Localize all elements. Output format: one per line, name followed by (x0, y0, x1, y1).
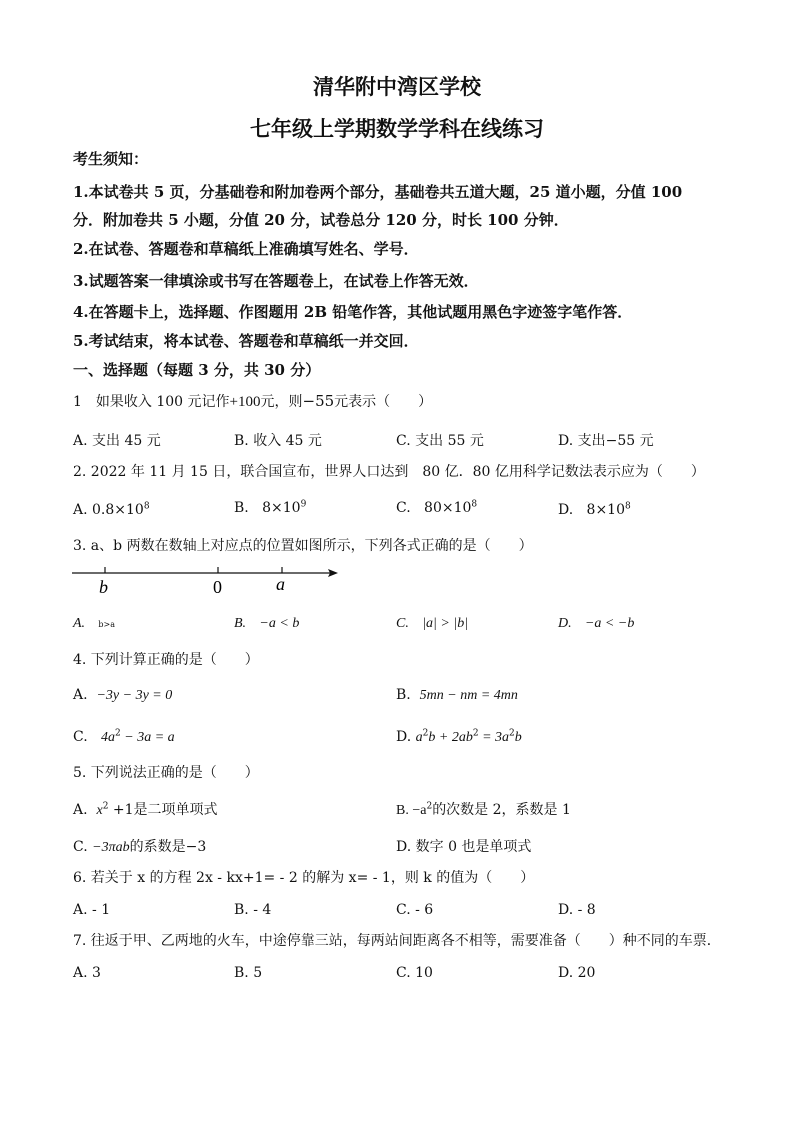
q3-stem: 3. a、b 两数在数轴上对应点的位置如图所示，下列各式正确的是（ ） (73, 538, 533, 554)
q1-option-a: A. 支出 45 元 (73, 433, 161, 449)
school-title: 清华附中湾区学校 (313, 74, 481, 99)
q6-option-b: B. - 4 (234, 902, 272, 918)
q3-option-a: A. b>a (73, 616, 116, 631)
q2-stem: 2. 2022 年 11 月 15 日，联合国宣布，世界人口达到 80 亿．80 亿用科学记数法表示应为（ ） (73, 464, 705, 480)
q6-option-d: D. - 8 (558, 902, 596, 918)
notice-heading: 考生须知： (73, 150, 149, 168)
q6-stem: 6. 若关于 x 的方程 2x - kx+1= - 2 的解为 x= - 1，则 k 的值为（ ） (73, 870, 535, 886)
q1-option-c: C. 支出 55 元 (396, 433, 484, 449)
notice-line-1b: 分．附加卷共 5 小题，分值 20 分，试卷总分 120 分，时长 100 分钟． (73, 211, 569, 229)
label-a: a (276, 574, 285, 594)
number-line-figure (66, 560, 346, 602)
q4-stem: 4. 下列计算正确的是（ ） (73, 652, 259, 668)
q3-option-c: C. |a| > |b| (396, 616, 469, 631)
q5-option-b: B. $-a^2$的次数是 2，系数是 1 (396, 801, 571, 818)
q4-option-a: A. −3y − 3y = 0 (73, 687, 173, 703)
q1-option-b: B. 收入 45 元 (234, 433, 322, 449)
q7-option-d: D. 20 (558, 965, 596, 981)
q1-stem: 1 如果收入 100 元记作+100元，则−55元表示（ ） (73, 392, 433, 410)
notice-line-5: 5.考试结束，将本试卷、答题卷和草稿纸一并交回． (73, 332, 419, 350)
label-0: 0 (213, 577, 222, 597)
label-b: b (99, 577, 108, 597)
q6-option-c: C. - 6 (396, 902, 434, 918)
q3-option-b: B. −a < b (234, 616, 300, 631)
q4-option-c: C. $4a^2 - 3a = a$ (73, 728, 175, 745)
q5-option-d: D. 数字 0 也是单项式 (396, 839, 532, 855)
notice-line-4: 4.在答题卡上，选择题、作图题用 2B 铅笔作答，其他试题用黑色字迹签字笔作答． (73, 303, 633, 321)
q4-option-b: B. 5mn − nm = 4mn (396, 687, 518, 703)
q7-option-a: A. 3 (73, 965, 101, 981)
q5-option-c: C. −3πab的系数是−3 (73, 839, 207, 855)
q2-option-a: A. $0.8\times 10^8$ (73, 501, 150, 518)
q5-stem: 5. 下列说法正确的是（ ） (73, 765, 259, 781)
q7-option-b: B. 5 (234, 965, 263, 981)
q2-option-c: C. $80\times 10^8$ (396, 499, 478, 516)
q4-option-d: D. $a^2b + 2ab^2 = 3a^2b$ (396, 728, 522, 745)
notice-line-2: 2.在试卷、答题卷和草稿纸上准确填写姓名、学号． (73, 240, 419, 258)
q5-option-a: A. $x^2 +1$是二项单项式 (73, 801, 218, 818)
q7-stem: 7. 往返于甲、乙两地的火车，中途停靠三站，每两站间距离各不相等，需要准备（ ）种不同的车票． (73, 933, 721, 949)
q6-option-a: A. - 1 (73, 902, 111, 918)
notice-line-3: 3.试题答案一律填涂或书写在答题卷上，在试卷上作答无效． (73, 272, 479, 290)
q2-option-b: B. $8\times 10^9$ (234, 499, 307, 516)
q7-option-c: C. 10 (396, 965, 433, 981)
section-heading: 一、选择题（每题 3 分，共 30 分） (73, 361, 321, 379)
notice-line-1a: 1.本试卷共 5 页，分基础卷和附加卷两个部分，基础卷共五道大题，25 道小题，分值 100 (73, 183, 683, 201)
q2-option-d: D. $8\times 10^8$ (558, 501, 631, 518)
q3-option-d: D. −a < −b (558, 616, 635, 631)
exam-title: 七年级上学期数学学科在线练习 (250, 116, 544, 141)
q1-option-d: D. 支出−55 元 (558, 433, 654, 449)
